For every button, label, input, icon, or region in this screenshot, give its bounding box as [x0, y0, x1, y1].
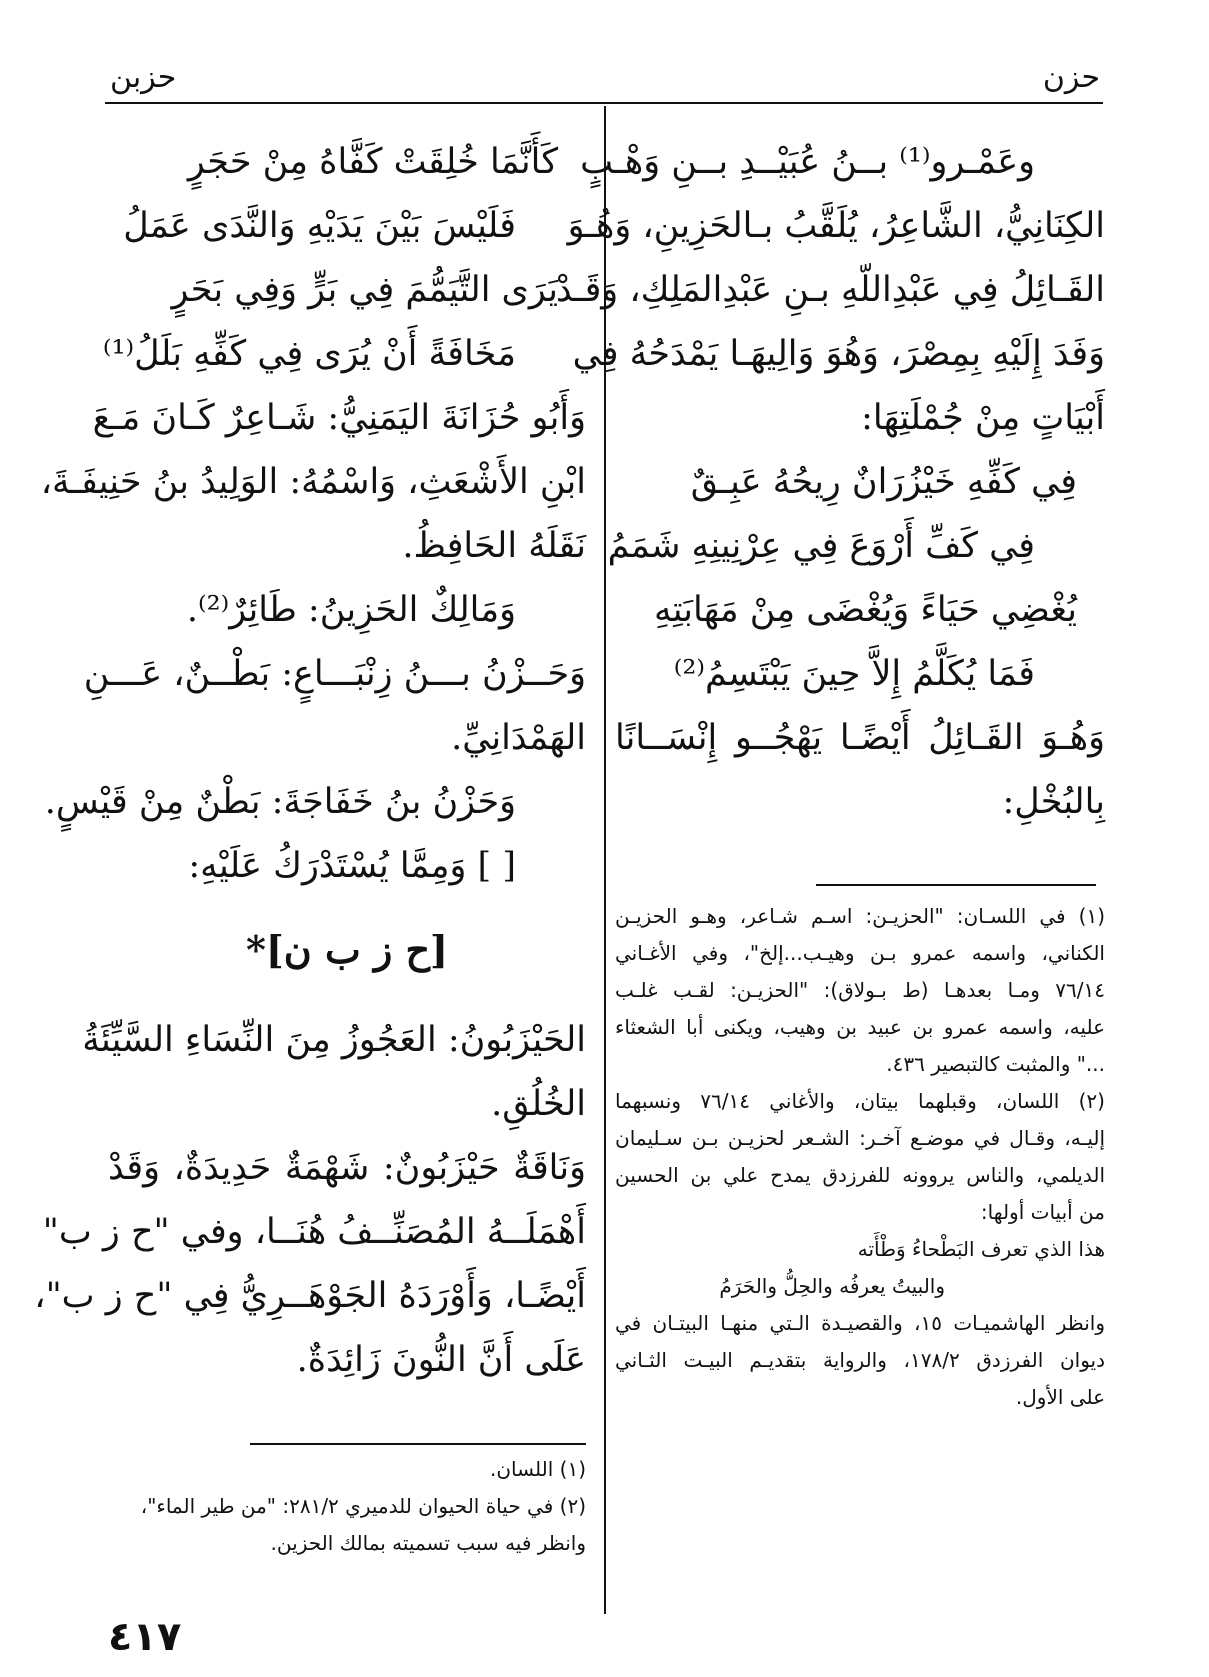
- footnote-line: (٢) في حياة الحيوان للدميري ٢٨١/٢: "من طير الماء"،: [140, 1494, 586, 1518]
- text-line: الحَيْزَبُونُ: العَجُوزُ مِنَ النِّسَاءِ السَّيِّئَةُ: [82, 1020, 586, 1060]
- verse-line: يَرَى التَّيَمُّمَ فِي بَرٍّ وَفِي بَحَرٍ: [171, 270, 558, 310]
- text-line: بِالبُخْلِ:: [1002, 782, 1105, 822]
- running-head-right: حزن: [1042, 60, 1100, 95]
- footnote-line: ديوان الفرزدق ١٧٨/٢، والرواية بتقديـم البيـت الثـاني: [615, 1348, 1105, 1372]
- text-line: الكِنَانِيُّ، الشَّاعِرُ، يُلَقَّبُ بـالحَزِينِ، وَهُـوَ: [567, 206, 1105, 246]
- text-line: وَهُـوَ القَـائِلُ أَيْضًـا يَهْجُــو إِنْسَــانًا: [615, 718, 1105, 758]
- left-column: [34, 130, 586, 1392]
- text-line: [ ] وَمِمَّا يُسْتَدْرَكُ عَلَيْهِ:: [188, 846, 516, 886]
- text-line: وَحَزْنُ بنُ خَفَاجَةَ: بَطْنٌ مِنْ قَيْسٍ.: [44, 782, 516, 822]
- text-line: وَأَبُو حُزَانَةَ اليَمَنِيُّ: شَـاعِرٌ كَـانَ مَـعَ: [92, 398, 586, 438]
- text-line: أَيْضًـا، وَأَوْرَدَهُ الجَوْهَــرِيُّ فِي "ح ز ب"،: [34, 1276, 586, 1316]
- text-line: وعَمْـرو⁽¹⁾ بــنُ عُبَيْــدِ بــنِ وَهْـبٍ: [580, 142, 1035, 182]
- text-line: وَمَالِكٌ الحَزِينُ: طَائِرٌ⁽²⁾.: [186, 590, 516, 630]
- text-line: أَهْمَلَــهُ المُصَنِّــفُ هُنَــا، وفي "ح ز ب": [42, 1212, 586, 1252]
- footnote-line: عليه، واسمه عمرو بن عبيد بن وهيب، ويكنى أبا الشعثاء: [615, 1015, 1105, 1039]
- verse-line: فَمَا يُكَلَّمُ إِلاَّ حِينَ يَبْتَسِمُ⁽²⁾: [673, 654, 1035, 694]
- running-head-left: حزبن: [110, 60, 177, 95]
- footnote-line: وانظر فيه سبب تسميته بمالك الحزين.: [270, 1531, 586, 1555]
- footnote-line: (١) في اللسـان: "الحزيـن: اسـم شـاعر، وهـو الحزيـن: [615, 904, 1105, 928]
- footnote-rule-right: [816, 884, 1096, 886]
- text-line: وَفَدَ إِلَيْهِ بِمِصْرَ، وَهُوَ وَالِيهَـا يَمْدَحُهُ فِي: [572, 334, 1105, 374]
- page-number: ٤١٧: [108, 1614, 182, 1660]
- header-rule: [105, 102, 1103, 104]
- footnote-verse-line: هذا الذي تعرف البَطْحاءُ وَطْأَته: [857, 1237, 1105, 1261]
- text-line: أَبْيَاتٍ مِنْ جُمْلَتِهَا:: [861, 398, 1105, 438]
- footnote-line: ٧٦/١٤ ومـا بعدهـا (ط بـولاق): "الحزيـن: لقـب غلـب: [615, 978, 1105, 1002]
- verse-line: يُغْضِي حَيَاءً وَيُغْضَى مِنْ مَهَابَتِهِ: [653, 590, 1077, 630]
- verse-line: مَخَافَةً أَنْ يُرَى فِي كَفِّهِ بَلَلُ⁽¹⁾: [102, 334, 516, 374]
- verse-line: فِي كَفِّهِ خَيْزُرَانٌ رِيحُهُ عَبِـقٌ: [690, 462, 1077, 502]
- text-line: وَحَــزْنُ بـــنُ زِنْبَـــاعٍ: بَطْــنٌ، عَـــنِ: [83, 654, 586, 694]
- footnote-line: (١) اللسان.: [490, 1457, 586, 1481]
- text-line: ابْنِ الأَشْعَثِ، وَاسْمُهُ: الوَلِيدُ بنُ حَنِيفَـةَ،: [40, 462, 586, 502]
- footnote-line: (٢) اللسان، وقبلهما بيتان، والأغاني ٧٦/١٤ ونسبهما: [615, 1089, 1105, 1113]
- footnote-line: وانظر الهاشميـات ١٥، والقصيـدة الـتي منهـا البيتـان في: [615, 1311, 1105, 1335]
- spacer: [108, 990, 586, 1008]
- entry-heading: [ح ز ب ن]*: [245, 927, 449, 972]
- right-column: [555, 130, 1105, 834]
- right-footnotes: [615, 898, 1105, 1416]
- text-line: نَقَلَهُ الحَافِظُ.: [402, 526, 586, 566]
- text-line: الهَمْدَانِيِّ.: [451, 718, 586, 758]
- page-header: [100, 52, 1100, 102]
- left-footnotes: [108, 1451, 586, 1562]
- footnote-verse-line: والبيتُ يعرفُه والحِلُّ والحَرَمُ: [719, 1274, 945, 1298]
- footnote-line: ..." والمثبت كالتبصير ٤٣٦.: [886, 1052, 1105, 1076]
- text-line: وَنَاقَةٌ حَيْزَبُونٌ: شَهْمَةٌ حَدِيدَةٌ، وَقَدْ: [108, 1148, 586, 1188]
- verse-line: فَلَيْسَ بَيْنَ يَدَيْهِ وَالنَّدَى عَمَلُ: [123, 206, 516, 246]
- text-line: عَلَى أَنَّ النُّونَ زَائِدَةٌ.: [296, 1340, 586, 1380]
- footnote-line: الديلمي، والناس يروونه للفرزدق يمدح علي بن الحسين: [615, 1163, 1105, 1187]
- footnote-line: الكناني، واسمه عمرو بـن وهيـب...إلخ"، وفي الأغـاني: [615, 941, 1105, 965]
- footnote-line: على الأول.: [1015, 1385, 1105, 1409]
- footnote-line: إليـه، وقـال في موضـع آخـر: الشـعر لحزيـن بـن سـليمان: [615, 1126, 1105, 1150]
- text-line: الخُلُقِ.: [491, 1084, 586, 1124]
- text-line: القَـائِلُ فِي عَبْدِاللّهِ بـنِ عَبْدِالمَلِكِ، وَقَـدْ: [555, 270, 1105, 310]
- verse-line: فِي كَفِّ أَرْوَعَ فِي عِرْنِينِهِ شَمَمُ: [607, 526, 1035, 566]
- verse-line: كَأَنَّمَا خُلِقَتْ كَفَّاهُ مِنْ حَجَرٍ: [187, 142, 558, 182]
- footnote-rule-left: [250, 1443, 586, 1445]
- footnote-line: من أبيات أولها:: [980, 1200, 1105, 1224]
